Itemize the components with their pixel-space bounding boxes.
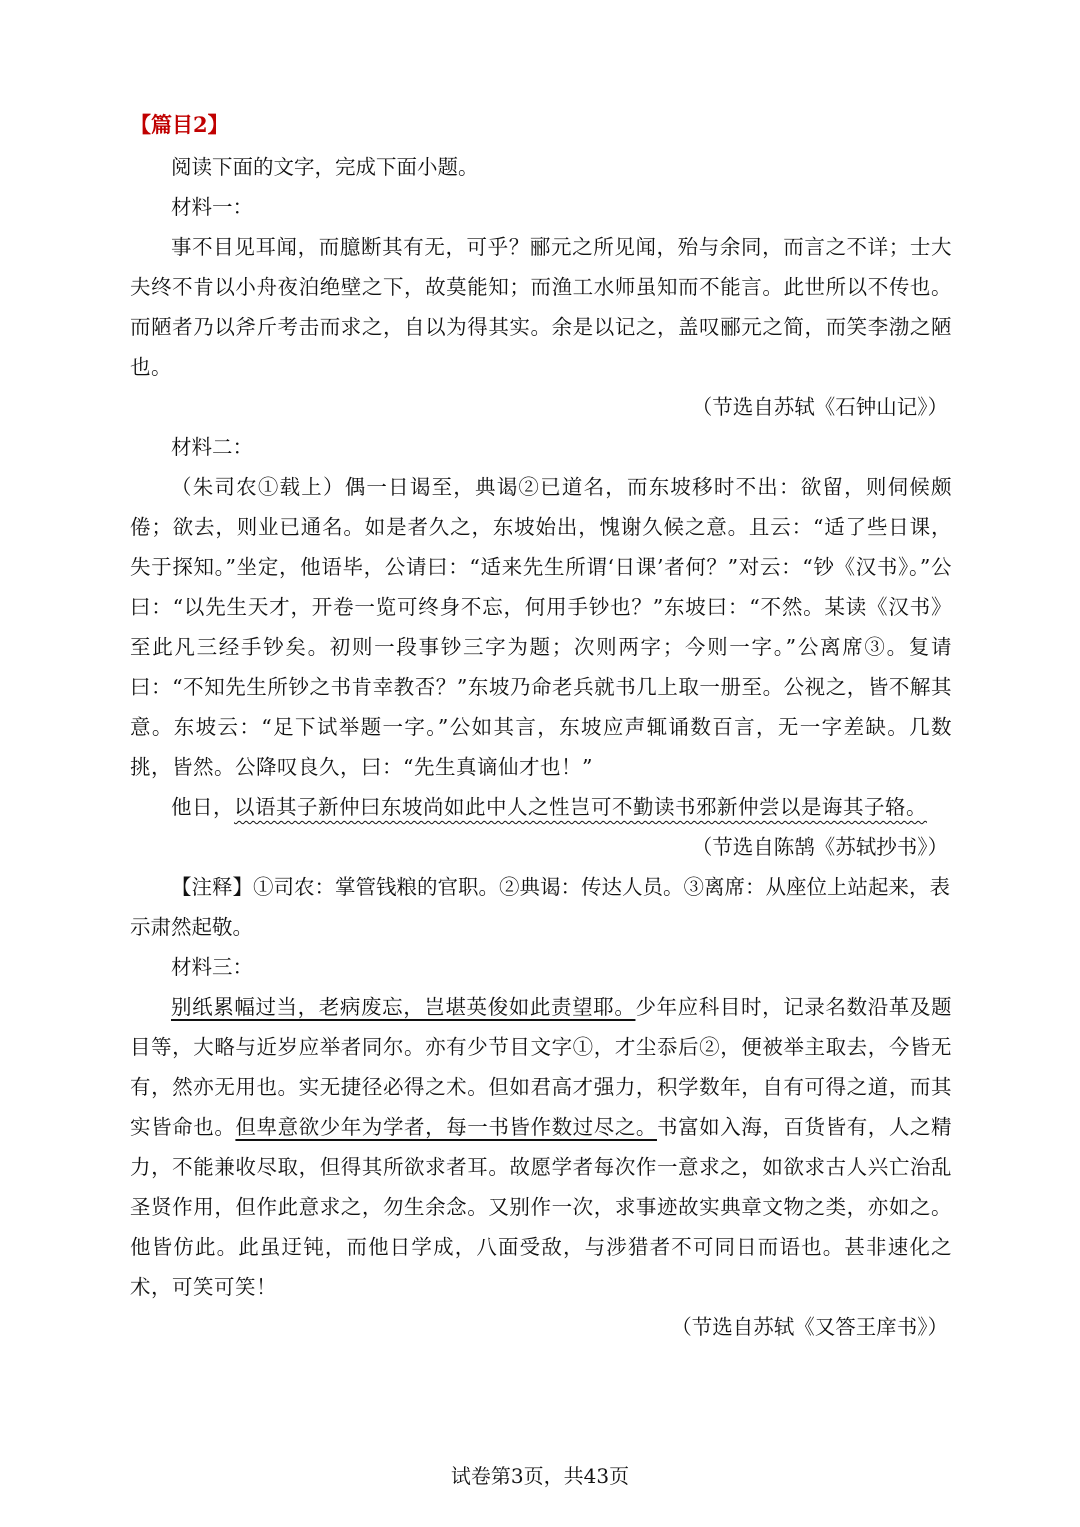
material3-text <box>130 987 952 1307</box>
material2-source: （节选自陈鹄《苏轼抄书》） <box>691 835 948 859</box>
material2-label: 材料二： <box>171 435 253 459</box>
section-title: 【篇目2】 <box>130 112 229 137</box>
material3-sentence-4: 书富如入海，百货皆有，人之精力，不能兼收尽取，但得其所欲求者耳。故愿学者每次作一意求之，如欲求古人兴亡治乱圣贤作用，但作此意求之，勿生余念。又别作一次，求事迹故实典章文物之类，亦如之。他皆仿此。此虽迂钝，而他日学成，八面受敌，与涉猎者不可同日而语也。甚非速化之术，可笑可笑！ <box>130 1115 953 1299</box>
material2-prefix: 他日， <box>171 795 234 819</box>
instruction: 阅读下面的文字，完成下面小题。 <box>171 155 479 179</box>
material1-label: 材料一： <box>171 195 253 219</box>
underlined-sentence-1: 别纸累幅过当，老病废忘，岂堪英俊如此责望耶。 <box>171 995 636 1019</box>
material3-source: （节选自苏轼《又答王庠书》） <box>671 1315 948 1339</box>
material3-sentence-2: 少年应科目时，记录名数沿革及题目等，大略与近岁应举者同尔。亦有少节目文字①，才尘忝后②，便被举主取去，今皆无有，然亦无用也。实无捷径必得之术。但如君高才强力，积学数年，自有可得之道，而其实皆命也。 <box>130 995 953 1139</box>
material2-text: （朱司农①载上）偶一日谒至，典谒②已道名，而东坡移时不出：欲留，则伺候颇倦；欲去，则业已通名。如是者久之，东坡始出，愧谢久候之意。且云：“适了些日课，失于探知。”坐定，他语毕，公请曰：“适来先生所谓‘日课’者何？”对云：“钞《汉书》。”公曰：“以先生天才，开卷一览可终身不忘，何用手钞也？”东坡曰：“不然。某读《汉书》至此凡三经手钞矣。初则一段事钞三字为题；次则两字；今则一字。”公离席③。复请曰：“不知先生所钞之书肯幸教否？”东坡乃命老兵就书几上取一册至。公视之，皆不解其意。东坡云：“足下试举题一字。”公如其言，东坡应声辄诵数百言，无一字差缺。几数挑，皆然。公降叹良久，曰：“先生真谪仙才也！” <box>130 475 952 779</box>
wavy-underlined-sentence: 以语其子新仲曰东坡尚如此中人之性岂可不勤读书邪新仲尝以是诲其子辂。 <box>234 795 927 819</box>
material2-paragraph2 <box>130 787 952 827</box>
material1-text: 事不目见耳闻，而臆断其有无，可乎？郦元之所见闻，殆与余同，而言之不详；士大夫终不肯以小舟夜泊绝壁之下，故莫能知；而渔工水师虽知而不能言。此世所以不传也。而陋者乃以斧斤考击而求之，自以为得其实。余是以记之，盖叹郦元之简，而笑李渤之陋也。 <box>130 235 952 379</box>
material1-source: （节选自苏轼《石钟山记》） <box>691 395 948 419</box>
exam-page <box>130 105 952 1347</box>
underlined-sentence-2: 但卑意欲少年为学者，每一书皆作数过尽之。 <box>235 1115 657 1139</box>
material3-label: 材料三： <box>171 955 253 979</box>
notes: 【注释】①司农：掌管钱粮的官职。②典谒：传达人员。③离席：从座位上站起来，表示肃然起敬。 <box>130 875 950 939</box>
page-footer: 试卷第3页，共43页 <box>450 1464 630 1488</box>
